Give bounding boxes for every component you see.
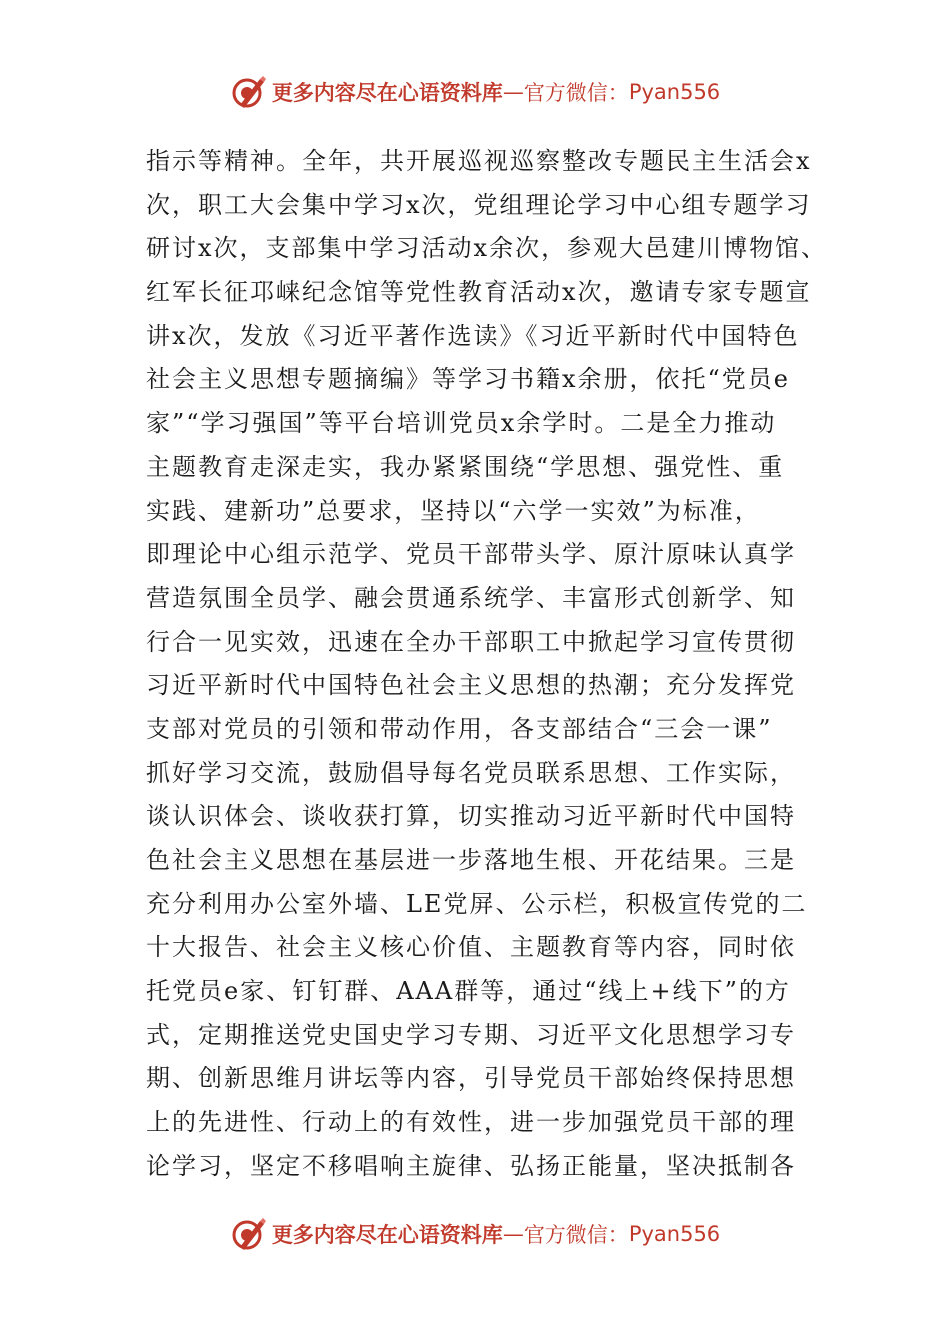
brand-text: 更多内容尽在心语资料库 xyxy=(271,81,503,105)
body-line: 研讨x次，支部集中学习活动x余次，参观大邑建川博物馆、 xyxy=(146,234,828,263)
body-line: 红军长征邛崃纪念馆等党性教育活动x次，邀请专家专题宣 xyxy=(146,278,812,307)
body-line: 托党员e家、钉钉群、AAA群等，通过“线上+线下”的方 xyxy=(146,977,791,1006)
body-line: 次，职工大会集中学习x次，党组理论学习中心组专题学习 xyxy=(146,190,812,219)
wechat-label: 官方微信： xyxy=(523,81,629,105)
wechat-id: Pyan556 xyxy=(628,80,721,104)
footer-banner xyxy=(0,1212,950,1256)
pen-logo-icon xyxy=(230,73,268,111)
body-line: 家”“学习强国”等平台培训党员x余学时。二是全力推动 xyxy=(146,409,777,438)
pen-logo-icon xyxy=(230,1215,268,1253)
body-line: 谈认识体会、谈收获打算，切实推动习近平新时代中国特 xyxy=(146,802,796,831)
body-line: 上的先进性、行动上的有效性，进一步加强党员干部的理 xyxy=(146,1108,796,1137)
body-line: 社会主义思想专题摘编》等学习书籍x余册，依托“党员e xyxy=(146,365,791,394)
body-line: 论学习，坚定不移唱响主旋律、弘扬正能量，坚决抵制各 xyxy=(146,1151,796,1180)
body-line: 充分利用办公室外墙、LE党屏、公示栏，积极宣传党的二 xyxy=(146,889,808,918)
wechat-id: Pyan556 xyxy=(628,1222,721,1246)
body-line: 期、创新思维月讲坛等内容，引导党员干部始终保持思想 xyxy=(146,1064,796,1093)
body-line: 讲x次，发放《习近平著作选读》《习近平新时代中国特色 xyxy=(146,321,800,350)
body-line: 式，定期推送党史国史学习专期、习近平文化思想学习专 xyxy=(146,1020,796,1049)
body-line: 抓好学习交流，鼓励倡导每名党员联系思想、工作实际， xyxy=(146,758,796,787)
body-line: 十大报告、社会主义核心价值、主题教育等内容，同时依 xyxy=(146,933,796,962)
header-banner xyxy=(0,70,950,114)
body-line: 指示等精神。全年，共开展巡视巡察整改专题民主生活会x xyxy=(146,147,812,175)
body-line: 习近平新时代中国特色社会主义思想的热潮；充分发挥党 xyxy=(146,671,796,700)
body-line: 即理论中心组示范学、党员干部带头学、原汁原味认真学 xyxy=(146,540,796,569)
separator: — xyxy=(502,1222,524,1246)
document-body xyxy=(146,140,826,1189)
body-line: 营造氛围全员学、融会贯通系统学、丰富形式创新学、知 xyxy=(146,583,796,612)
wechat-label: 官方微信： xyxy=(523,1223,629,1247)
body-line: 支部对党员的引领和带动作用，各支部结合“三会一课” xyxy=(146,714,773,743)
brand-text: 更多内容尽在心语资料库 xyxy=(271,1223,503,1247)
body-line: 行合一见实效，迅速在全办干部职工中掀起学习宣传贯彻 xyxy=(146,627,796,656)
body-line: 色社会主义思想在基层进一步落地生根、开花结果。三是 xyxy=(146,846,796,874)
separator: — xyxy=(502,80,524,104)
body-line: 主题教育走深走实，我办紧紧围绕“学思想、强党性、重 xyxy=(146,452,785,481)
body-line: 实践、建新功”总要求，坚持以“六学一实效”为标准， xyxy=(146,496,761,525)
